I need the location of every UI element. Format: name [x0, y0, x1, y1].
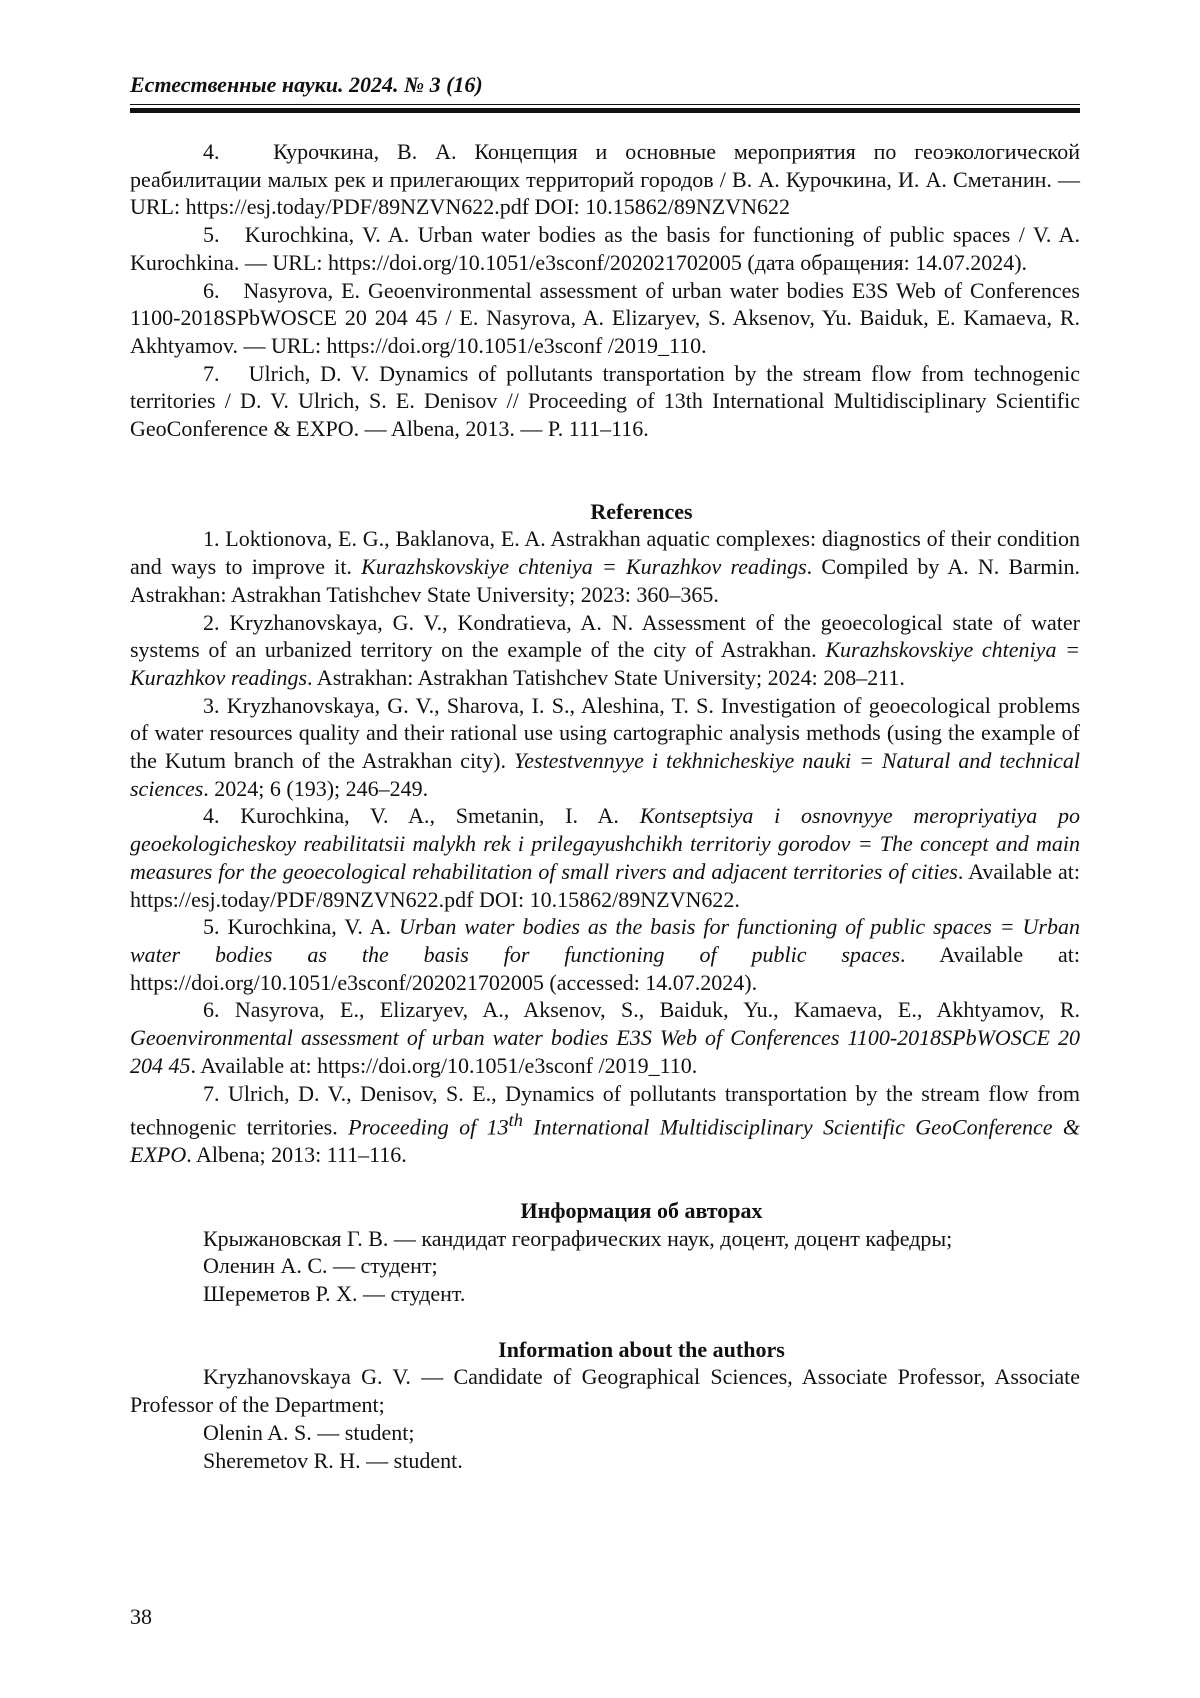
author-en-2: Olenin A. S. — student; [203, 1419, 415, 1445]
ref-ru-4: 4. Курочкина, В. А. Концепция и основные мероприятия по геоэкологической реабилитации малых рек и прилегающих территорий городов / В. А. Курочкина, И. А. Сметанин. — URL: https://esj.today/PDF/89NZVN622.pdf DOI: 10.15862/89NZVN622 [130, 139, 1080, 220]
authors-en-section [130, 1336, 1080, 1475]
authors-ru-section [130, 1197, 1080, 1308]
ref-en-7: 7. Ulrich, D. V., Denisov, S. E., Dynamics of pollutants transportation by the stream flow from technogenic territories. Proceeding of 13th International Multidisciplinary Scientific GeoConference & EXPO. Albena; 2013: 111–116. [130, 1080, 1081, 1168]
page-body [130, 138, 1080, 1474]
authors-ru-heading: Информация об авторах [520, 1197, 763, 1223]
author-ru-3: Шереметов Р. Х. — студент. [203, 1281, 466, 1307]
header-rule-thick [130, 108, 1080, 113]
ref-en-5: 5. Kurochkina, V. A. Urban water bodies as the basis for functioning of public spaces = Urban water bodies as the basis for functioning of public spaces. Available at: https://doi.org/10.1051/e3sconf/202021702005 (accessed: 14.07.2024). [130, 914, 1080, 995]
ref-en-4: 4. Kurochkina, V. A., Smetanin, I. A. Kontseptsiya i osnovnyye meropriyatiya po geoekologicheskoy reabilitatsii malykh rek i prilegayushchikh territoriy gorodov = The concept and main measures for the geoecological rehabilitation of small rivers and adjacent territories of cities. Available at: https://esj.today/PDF/89NZVN622.pdf DOI: 10.15862/89NZVN622. [130, 803, 1080, 912]
authors-en-heading: Information about the authors [498, 1336, 785, 1362]
page-number: 38 [130, 1604, 152, 1629]
ref-en-6: 6. Nasyrova, E., Elizaryev, A., Aksenov, S., Baiduk, Yu., Kamaeva, E., Akhtyamov, R. Geoenvironmental assessment of urban water bodies E3S Web of Conferences 1100-2018SPbWOSCE 20 204 45. Available at: https://doi.org/10.1051/e3sconf /2019_110. [130, 997, 1080, 1078]
author-ru-1: Крыжановская Г. В. — кандидат географических наук, доцент, доцент кафедры; [203, 1225, 953, 1251]
ref-en-1: 1. Loktionova, E. G., Baklanova, E. A. Astrakhan aquatic complexes: diagnostics of their condition and ways to improve it. Kurazhskovskiye chteniya = Kurazhkov readings. Compiled by A. N. Barmin. Astrakhan: Astrakhan Tatishchev State University; 2023: 360–365. [130, 526, 1080, 607]
ref-en-3: 3. Kryzhanovskaya, G. V., Sharova, I. S., Aleshina, T. S. Investigation of geoecological problems of water resources quality and their rational use using cartographic analysis methods (using the example of the Kutum branch of the Astrakhan city). Yestestvennyye i tekhnicheskiye nauki = Natural and technical sciences. 2024; 6 (193); 246–249. [130, 692, 1080, 801]
references-heading: References [590, 498, 693, 524]
header-rule-thin [130, 104, 1080, 105]
ref-ru-6: 6. Nasyrova, E. Geoenvironmental assessment of urban water bodies E3S Web of Conferences 1100-2018SPbWOSCE 20 204 45 / E. Nasyrova, A. Elizaryev, S. Aksenov, Yu. Baiduk, E. Kamaeva, R. Akhtyamov. — URL: https://doi.org/10.1051/e3sconf /2019_110. [130, 277, 1080, 358]
ref-ru-7: 7. Ulrich, D. V. Dynamics of pollutants transportation by the stream flow from technogenic territories / D. V. Ulrich, S. E. Denisov // Proceeding of 13th International Multidisciplinary Scientific GeoConference & EXPO. — Albena, 2013. — P. 111–116. [130, 360, 1080, 442]
running-header: Естественные науки. 2024. № 3 (16) [130, 72, 483, 97]
ref-ru-5: 5. Kurochkina, V. A. Urban water bodies as the basis for functioning of public spaces / V. A. Kurochkina. — URL: https://doi.org/10.1051/e3sconf/202021702005 (дата обращения: 14.07.2024). [130, 222, 1080, 275]
author-en-3: Sheremetov R. H. — student. [203, 1447, 463, 1473]
author-en-1: Kryzhanovskaya G. V. — Candidate of Geographical Sciences, Associate Professor, Associate Professor of the Department; [130, 1364, 1080, 1418]
ref-en-2: 2. Kryzhanovskaya, G. V., Kondratieva, A. N. Assessment of the geoecological state of water systems of an urbanized territory on the example of the city of Astrakhan. Kurazhskovskiye chteniya = Kurazhkov readings. Astrakhan: Astrakhan Tatishchev State University; 2024: 208–211. [130, 609, 1080, 690]
author-ru-2: Оленин А. С. — студент; [203, 1253, 438, 1279]
